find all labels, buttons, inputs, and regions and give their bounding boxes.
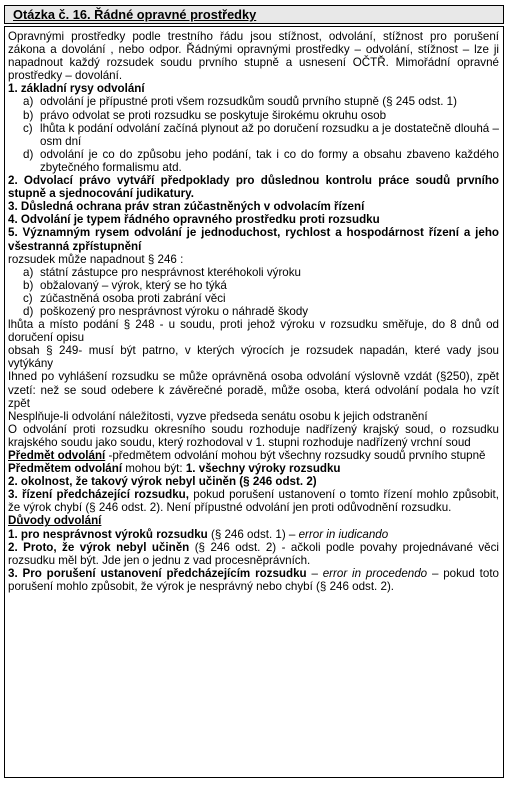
ground-2-text: (§ 246 odst. 2) - ačkoli podle povahy projednávané věci rozsudku měl být. Jde jen o jednu z vad procesněprávních. (8, 540, 499, 567)
list-item-label: d) (23, 304, 34, 318)
requirements-paragraph: Nesplňuje-li odvolání náležitosti, vyzve předseda senátu osobu k jejich odstranění (8, 409, 428, 423)
ground-1-label: 1. pro nesprávnost výroků rozsudku (8, 527, 208, 541)
list-item-label: b) (23, 278, 34, 292)
section-4: 4. Odvolání je typem řádného opravného prostředku proti rozsudku (8, 213, 380, 227)
subject-text: -předmětem odvolání mohou být všechny rozsudky soudů prvního stupně (105, 449, 486, 462)
list-item-label: c) (23, 121, 33, 135)
list-item-label: b) (23, 108, 34, 122)
attack-intro: rozsudek může napadnout § 246 : (8, 252, 184, 266)
intro-paragraph: Opravnými prostředky podle trestního řádu jsou stížnost, odvolání, stížnost pro porušení zákona a dovolání , nebo odpor. Řádnými opravnými prostředky – odvolání, stížnost – lze ji napadnout každý rozsudek soudu prvního stupně a usnesení OČTŘ. Mimořádní opravné prostředky – dovolání. (8, 30, 499, 83)
list-item (8, 95, 499, 108)
section-5: 5. Významným rysem odvolání je jednoduchost, rychlost a hospodárnost řízení a jeho všestranná zpřístupnění (8, 226, 499, 253)
list-item-text: právo odvolat se proti rozsudku se poskytuje širokému okruhu osob (40, 108, 387, 122)
list-item-text: odvolání je přípustné proti všem rozsudkům soudů prvního stupně (§ 245 odst. 1) (40, 95, 457, 109)
subject-label: Předmět odvolání (8, 449, 106, 462)
jurisdiction-paragraph: O odvolání proti rozsudku okresního soudu rozhoduje nadřízený krajský soud, o rozsudku krajského soudu jako soudu, který rozhodoval v 1. stupni rozhoduje nadřízený vrchní soud (8, 422, 499, 449)
list-item-text: lhůta k podání odvolání začíná plynout až po doručení rozsudku a je dostatečně dlouhá – osm dní (40, 121, 499, 148)
content-box (4, 26, 504, 778)
subject-items-label: Předmětem odvolání (8, 462, 123, 476)
content-paragraph: obsah § 249- musí být patrno, v kterých výrocích je rozsudek napadán, které vady jsou vytýkány (8, 344, 499, 371)
ground-3-text-b: – pokud toto porušení mohlo způsobit, že výrok je nesprávný nebo chybí (§ 246 odst. 2). (8, 566, 499, 593)
list-item-label: a) (23, 265, 34, 279)
subject-items-paragraph (8, 462, 499, 475)
ground-1 (8, 528, 499, 541)
page-title: Otázka č. 16. Řádné opravné prostředky (13, 7, 257, 22)
basic-features-list (8, 95, 499, 174)
attack-list (8, 266, 499, 318)
subject-paragraph (8, 449, 499, 462)
ground-2-label: 2. Proto, že výrok nebyl učiněn (8, 540, 190, 554)
list-item-label: a) (23, 95, 34, 109)
section-2: 2. Odvolací právo vytváří předpoklady pro důslednou kontrolu práce soudů prvního stupně a sjednocování judikatury. (8, 174, 499, 201)
subject-items-mid: mohou být: (122, 462, 186, 476)
section-3: 3. Důsledná ochrana práv stran zúčastněných v odvolacím řízení (8, 200, 365, 214)
proceedings-paragraph (8, 488, 499, 514)
list-item-text: zúčastněná osoba proti zabrání věci (40, 291, 226, 305)
ground-3-label: 3. Pro porušení ustanovení předcházejícím rozsudku (8, 566, 307, 580)
proceedings-label: 3. řízení předcházející rozsudku, (8, 488, 189, 502)
ground-3-text-a: – (306, 566, 323, 580)
list-item (8, 266, 499, 279)
list-item (8, 122, 499, 148)
title-box (4, 5, 504, 24)
deadline-paragraph: lhůta a místo podání § 248 - u soudu, proti jehož výroku v rozsudku směřuje, do 8 dnů od doručení opisu (8, 318, 499, 345)
list-item-label: d) (23, 147, 34, 161)
ground-3-latin: error in procedendo (322, 566, 428, 580)
circumstance-paragraph: 2. okolnost, že takový výrok nebyl učiněn (§ 246 odst. 2) (8, 475, 317, 489)
ground-1-latin: error in iudicando (298, 527, 389, 541)
subject-items-first: 1. všechny výroky rozsudku (185, 462, 341, 476)
list-item (8, 292, 499, 305)
list-item (8, 148, 499, 174)
proceedings-text: pokud porušení ustanovení o tomto řízení mohlo způsobit, že výrok chybí (§ 246 odst. 2). Není přípustné odvolání jen proti odůvodnění rozsudku. (8, 488, 500, 515)
ground-2 (8, 541, 499, 567)
grounds-heading: Důvody odvolání (8, 514, 102, 528)
list-item-text: poškozený pro nesprávnost výroku o náhradě škody (40, 304, 309, 318)
list-item (8, 109, 499, 122)
list-item (8, 305, 499, 318)
list-item-text: obžalovaný – výrok, který se ho týká (40, 278, 227, 292)
ground-1-text: (§ 246 odst. 1) – (207, 527, 299, 541)
content (5, 27, 503, 593)
list-item (8, 279, 499, 292)
list-item-label: c) (23, 291, 33, 305)
ground-3 (8, 567, 499, 593)
list-item-text: odvolání je co do způsobu jeho podání, tak i co do formy a obsahu zbaveno každého zbytečného formalismu atd. (40, 147, 499, 174)
section-1-heading: 1. základní rysy odvolání (8, 82, 145, 96)
list-item-text: státní zástupce pro nesprávnost kteréhokoli výroku (40, 265, 301, 279)
waiver-paragraph: Ihned po vyhlášení rozsudku se může oprávněná osoba odvolání výslovně vzdát (§250), zpět vzetí: než se soud odebere k závěrečné poradě, může osoba, která odvolání podala ho vzít zpět (8, 370, 499, 410)
